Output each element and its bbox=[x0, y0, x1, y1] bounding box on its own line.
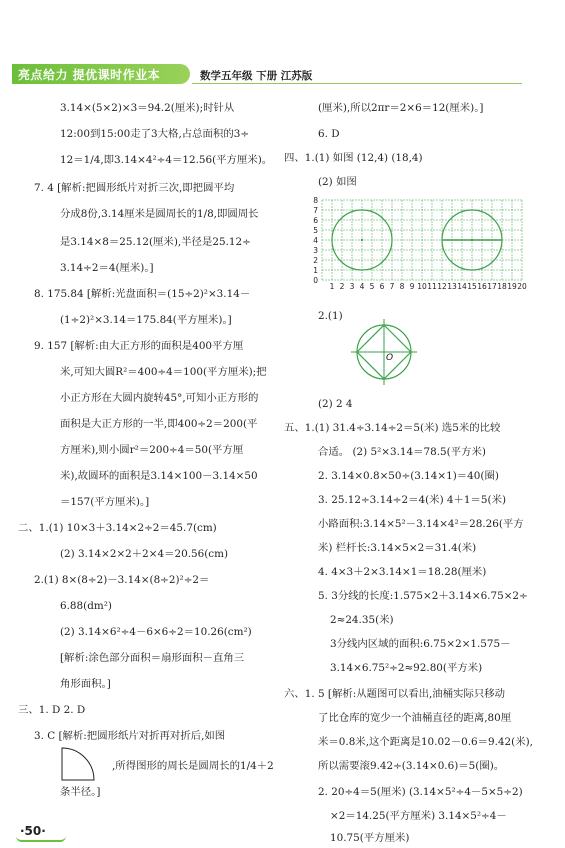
brand-title: 亮点给力 提优课时作业本 bbox=[18, 68, 161, 82]
x-tick-label: 9 bbox=[409, 282, 415, 291]
text-line: 六、1. 5 [解析:从题图可以看出,油桶实际只移动 bbox=[284, 688, 506, 700]
text-line: (2) 3.14×2×2＋2×4＝20.56(cm) bbox=[60, 548, 229, 560]
text-line: 面积是大正方形的一半,即400÷2＝200(平 bbox=[60, 418, 258, 430]
page-number-underline bbox=[16, 832, 66, 842]
y-tick-label: 3 bbox=[313, 246, 318, 255]
text-line: 7. 4 [解析:把圆形纸片对折三次,即把圆平均 bbox=[34, 182, 235, 194]
text-line: 米) 栏杆长:3.14×5×2＝31.4(米) bbox=[318, 542, 477, 554]
x-tick-label: 2 bbox=[339, 282, 345, 291]
x-tick-label: 13 bbox=[447, 282, 457, 291]
text-line: 2. 3.14×0.8×50÷(3.14×1)＝40(圈) bbox=[318, 470, 499, 482]
text-line: 2≈24.35(米) bbox=[330, 614, 394, 626]
page-number: ·50· bbox=[20, 824, 46, 838]
text-line: (2) 3.14×6²÷4－6×6÷2＝10.26(cm²) bbox=[60, 626, 252, 638]
text-line: (2) 如图 bbox=[318, 176, 357, 188]
text-line: 角形面积。] bbox=[60, 678, 111, 690]
x-tick-label: 16 bbox=[477, 282, 487, 291]
x-tick-label: 11 bbox=[427, 282, 437, 291]
x-tick-label: 20 bbox=[517, 282, 527, 291]
x-tick-label: 4 bbox=[359, 282, 365, 291]
text-line: 小正方形在大圆内旋转45°,可知小正方形的 bbox=[60, 392, 259, 404]
x-tick-label: 17 bbox=[487, 282, 497, 291]
coordinate-grid bbox=[300, 196, 540, 296]
x-tick-label: 7 bbox=[389, 282, 395, 291]
text-line: 米),故圆环的面积是3.14×100－3.14×50 bbox=[60, 470, 258, 482]
text-line: 2.(1) 8×(8÷2)－3.14×(8÷2)²÷2＝ bbox=[34, 574, 210, 586]
text-line: 2. 20÷4＝5(厘米) (3.14×5²÷4－5×5÷2) bbox=[318, 786, 523, 798]
text-line: 10.75(平方厘米) bbox=[330, 832, 410, 844]
text-line: 8. 175.84 [解析:光盘面积＝(15÷2)²×3.14－ bbox=[34, 288, 251, 300]
header bbox=[0, 62, 565, 86]
text-line: ,所得图形的周长是圆周长的1/4＋2 bbox=[112, 760, 274, 772]
y-tick-label: 6 bbox=[313, 216, 318, 225]
text-line: 方厘米),则小圆r²＝200÷4＝50(平方厘 bbox=[60, 444, 244, 456]
text-line: 了比仓库的宽少一个油桶直径的距离,80厘 bbox=[318, 712, 512, 724]
y-tick-label: 2 bbox=[313, 256, 318, 265]
y-tick-label: 0 bbox=[313, 276, 318, 285]
center-point bbox=[471, 239, 473, 241]
text-line: 三、1. D 2. D bbox=[18, 704, 86, 716]
text-line: (2) 2 4 bbox=[318, 398, 353, 410]
y-tick-label: 4 bbox=[313, 236, 318, 245]
quarter-circle-figure bbox=[58, 744, 108, 784]
text-line: 所以需要滚9.42÷(3.14×0.6)＝5(圈)。 bbox=[318, 760, 505, 772]
subject-label: 数学五年级 下册 江苏版 bbox=[200, 70, 313, 82]
text-line: 3.14×(5×2)×3＝94.2(厘米);时针从 bbox=[60, 102, 235, 114]
text-line: 四、1.(1) 如图 (12,4) (18,4) bbox=[284, 152, 423, 164]
text-line: 6.88(dm²) bbox=[60, 600, 112, 612]
y-tick-label: 7 bbox=[313, 206, 318, 215]
circle-square-figure bbox=[348, 316, 420, 388]
y-tick-label: 8 bbox=[313, 196, 318, 205]
text-line: 米,可知大圆R²＝400÷4＝100(平方厘米);把 bbox=[60, 366, 267, 378]
text-line: 9. 157 [解析:由大正方形的面积是400平方厘 bbox=[34, 340, 244, 352]
text-line: 小路面积:3.14×5²－3.14×4²＝28.26(平方 bbox=[318, 518, 524, 530]
y-tick-label: 1 bbox=[313, 266, 318, 275]
x-tick-label: 1 bbox=[329, 282, 335, 291]
text-line: 2.(1) bbox=[318, 310, 343, 322]
text-line: 是3.14×8＝25.12(厘米),半径是25.12÷ bbox=[60, 236, 251, 248]
x-tick-label: 10 bbox=[417, 282, 427, 291]
x-tick-label: 3 bbox=[349, 282, 355, 291]
text-line: (1÷2)²×3.14＝175.84(平方厘米)。] bbox=[60, 314, 232, 326]
text-line: (厘米),所以2πr＝2×6＝12(厘米)。] bbox=[318, 102, 484, 114]
x-tick-label: 15 bbox=[467, 282, 477, 291]
text-line: [解析:涂色部分面积＝扇形面积－直角三 bbox=[60, 652, 245, 664]
text-line: 米＝0.8米,这个距离是10.02－0.6＝9.42(米), bbox=[318, 736, 533, 748]
text-line: 条半径。] bbox=[60, 786, 101, 798]
text-line: 3. C [解析:把圆形纸片对折再对折后,如图 bbox=[34, 730, 226, 742]
x-tick-label: 8 bbox=[399, 282, 405, 291]
text-line: 12＝1/4,即3.14×4²÷4＝12.56(平方厘米)。 bbox=[60, 154, 273, 166]
text-line: ＝157(平方厘米)。] bbox=[60, 496, 150, 508]
text-line: 3. 25.12÷3.14÷2＝4(米) 4＋1＝5(米) bbox=[318, 494, 507, 506]
text-line: 3.14÷2＝4(厘米)。] bbox=[60, 262, 154, 274]
x-tick-label: 14 bbox=[457, 282, 467, 291]
text-line: 五、1.(1) 31.4÷3.14÷2＝5(米) 选5米的比较 bbox=[284, 422, 501, 434]
y-tick-label: 5 bbox=[313, 226, 318, 235]
center-point bbox=[361, 239, 363, 241]
text-line: 合适。 (2) 5²×3.14＝78.5(平方米) bbox=[318, 446, 486, 458]
text-line: 4. 4×3＋2×3.14×1＝18.28(厘米) bbox=[318, 566, 487, 578]
text-line: 12:00到15:00走了3大格,占总面积的3÷ bbox=[60, 128, 250, 140]
x-tick-label: 5 bbox=[369, 282, 375, 291]
center-label: O bbox=[386, 353, 394, 363]
header-rule bbox=[192, 83, 522, 84]
text-line: 3.14×6.75²÷2≈92.80(平方米) bbox=[330, 662, 483, 674]
text-line: 5. 3分线的长度:1.575×2＋3.14×6.75×2÷ bbox=[318, 590, 528, 602]
x-tick-label: 18 bbox=[497, 282, 507, 291]
text-line: 二、1.(1) 10×3＋3.14×2÷2＝45.7(cm) bbox=[18, 522, 217, 534]
x-tick-label: 6 bbox=[379, 282, 385, 291]
text-line: ×2＝14.25(平方厘米) 3.14×5²÷4－ bbox=[330, 810, 507, 822]
x-tick-label: 19 bbox=[507, 282, 517, 291]
x-tick-label: 12 bbox=[437, 282, 447, 291]
text-line: 6. D bbox=[318, 128, 340, 140]
text-line: 3分线内区域的面积:6.75×2×1.575－ bbox=[330, 638, 511, 650]
text-line: 分成8份,3.14厘米是圆周长的1/8,即圆周长 bbox=[60, 208, 259, 220]
